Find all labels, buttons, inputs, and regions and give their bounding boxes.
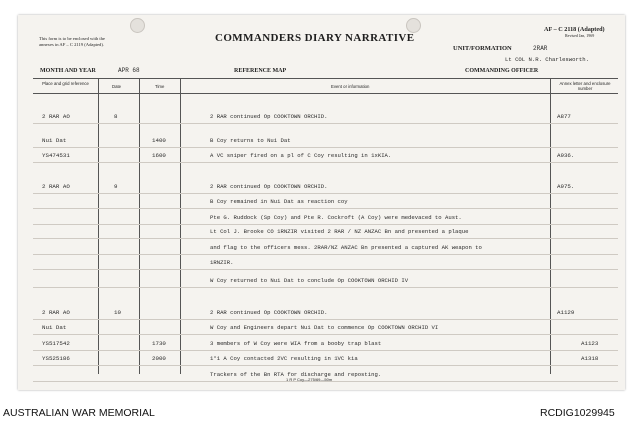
entry-annex: A1123	[581, 340, 599, 347]
entry-place: Nui Dat	[42, 324, 67, 331]
form-title: COMMANDERS DIARY NARRATIVE	[215, 32, 415, 44]
entry-time: 2000	[152, 355, 166, 362]
month-year-value: APR 68	[118, 67, 140, 74]
ruled-line	[33, 254, 618, 255]
archive-footer	[0, 398, 640, 423]
ruled-line	[33, 208, 618, 209]
ruled-line	[33, 123, 618, 124]
ruled-line	[33, 319, 618, 320]
column-header-place: Place and grid reference	[42, 81, 89, 86]
ruled-line	[33, 193, 618, 194]
entry-time: 1400	[152, 137, 166, 144]
commanding-officer-label: COMMANDING OFFICER	[465, 68, 539, 74]
entry-annex: A877	[557, 113, 571, 120]
ruled-line	[33, 238, 618, 239]
entry-annex: A936.	[557, 152, 575, 159]
entry-event: 2 RAR continued Op COOKTOWN ORCHID.	[210, 113, 328, 120]
reference-map-label: REFERENCE MAP	[234, 68, 287, 74]
entry-date: 10	[114, 309, 121, 316]
commanding-officer-name: Lt COL N.R. Charlesworth.	[505, 56, 589, 63]
header-rule	[33, 93, 618, 94]
entry-date: 8	[114, 113, 118, 120]
form-code: AF – C 2118 (Adapted)	[544, 26, 605, 33]
entry-event: B Coy remained in Nui Dat as reaction coy	[210, 198, 348, 205]
column-header-event: Event or information	[331, 84, 370, 89]
month-year-label: MONTH AND YEAR	[40, 68, 96, 74]
entry-event: 2 RAR continued Op COOKTOWN ORCHID.	[210, 309, 328, 316]
entry-annex: A1318	[581, 355, 599, 362]
entry-place: Nui Dat	[42, 137, 67, 144]
column-header-time: Time	[155, 84, 165, 89]
entry-event: Lt Col J. Brooke CO 1RNZIR visited 2 RAR / NZ ANZAC Bn and presented a plaque	[210, 228, 469, 235]
ruled-line	[33, 147, 618, 148]
entry-event: and flag to the officers mess. 2RAR/NZ ANZAC Bn presented a captured AK weapon to	[210, 244, 482, 251]
column-header-date: Date	[112, 84, 122, 89]
entry-event: A VC sniper fired on a pl of C Coy resulting in 1xKIA.	[210, 152, 392, 159]
archive-reference: RCDIG1029945	[540, 407, 615, 419]
entry-place: 2 RAR AO	[42, 113, 70, 120]
entry-place: YS525186	[42, 355, 70, 362]
entry-place: YS474531	[42, 152, 70, 159]
entry-event: 3 members of W Coy were WIA from a booby trap blast	[210, 340, 382, 347]
form-note: annexes in AF – C 2119 (Adapted).	[39, 42, 105, 47]
ruled-line	[33, 224, 618, 225]
ruled-line	[33, 269, 618, 270]
archive-credit: AUSTRALIAN WAR MEMORIAL	[3, 407, 155, 419]
unit-label: UNIT/FORMATION	[453, 45, 512, 52]
column-header-annex: Annex letter and enclosure number	[559, 81, 611, 91]
entry-event: 2 RAR continued Op COOKTOWN ORCHID.	[210, 183, 328, 190]
ruled-line	[33, 350, 618, 351]
ruled-line	[33, 365, 618, 366]
printer-line: 1 R P Coy—275/69—50m	[286, 377, 333, 382]
entry-place: 2 RAR AO	[42, 309, 70, 316]
entry-event: Trackers of the Bn RTA for discharge and reposting.	[210, 371, 382, 378]
form-revised: Revised Jan, 1969	[565, 33, 595, 38]
table-top-rule	[33, 78, 618, 79]
unit-value: 2RAR	[533, 45, 548, 52]
entry-date: 9	[114, 183, 118, 190]
entry-event: W Coy and Engineers depart Nui Dat to commence Op COOKTOWN ORCHID VI	[210, 324, 439, 331]
entry-event: W Coy returned to Nui Dat to conclude Op COOKTOWN ORCHID IV	[210, 277, 409, 284]
entry-event: B Coy returns to Nui Dat	[210, 137, 291, 144]
entry-annex: A1129	[557, 309, 575, 316]
entry-event: 1RNZIR.	[210, 259, 234, 266]
ruled-line	[33, 334, 618, 335]
entry-place: YS517542	[42, 340, 70, 347]
entry-time: 1730	[152, 340, 166, 347]
ruled-line	[33, 287, 618, 288]
diary-sheet	[18, 15, 625, 390]
entry-place: 2 RAR AO	[42, 183, 70, 190]
form-note: This form is to be enclosed with the	[39, 36, 105, 41]
punch-hole	[406, 18, 421, 33]
punch-hole	[130, 18, 145, 33]
entry-event: Pte G. Ruddock (Sp Coy) and Pte R. Cockroft (A Coy) were medevaced to Aust.	[210, 214, 462, 221]
entry-annex: A975.	[557, 183, 575, 190]
ruled-line	[33, 162, 618, 163]
entry-time: 1600	[152, 152, 166, 159]
entry-event: 1°1 A Coy contacted 2VC resulting in 1VC kia	[210, 355, 358, 362]
